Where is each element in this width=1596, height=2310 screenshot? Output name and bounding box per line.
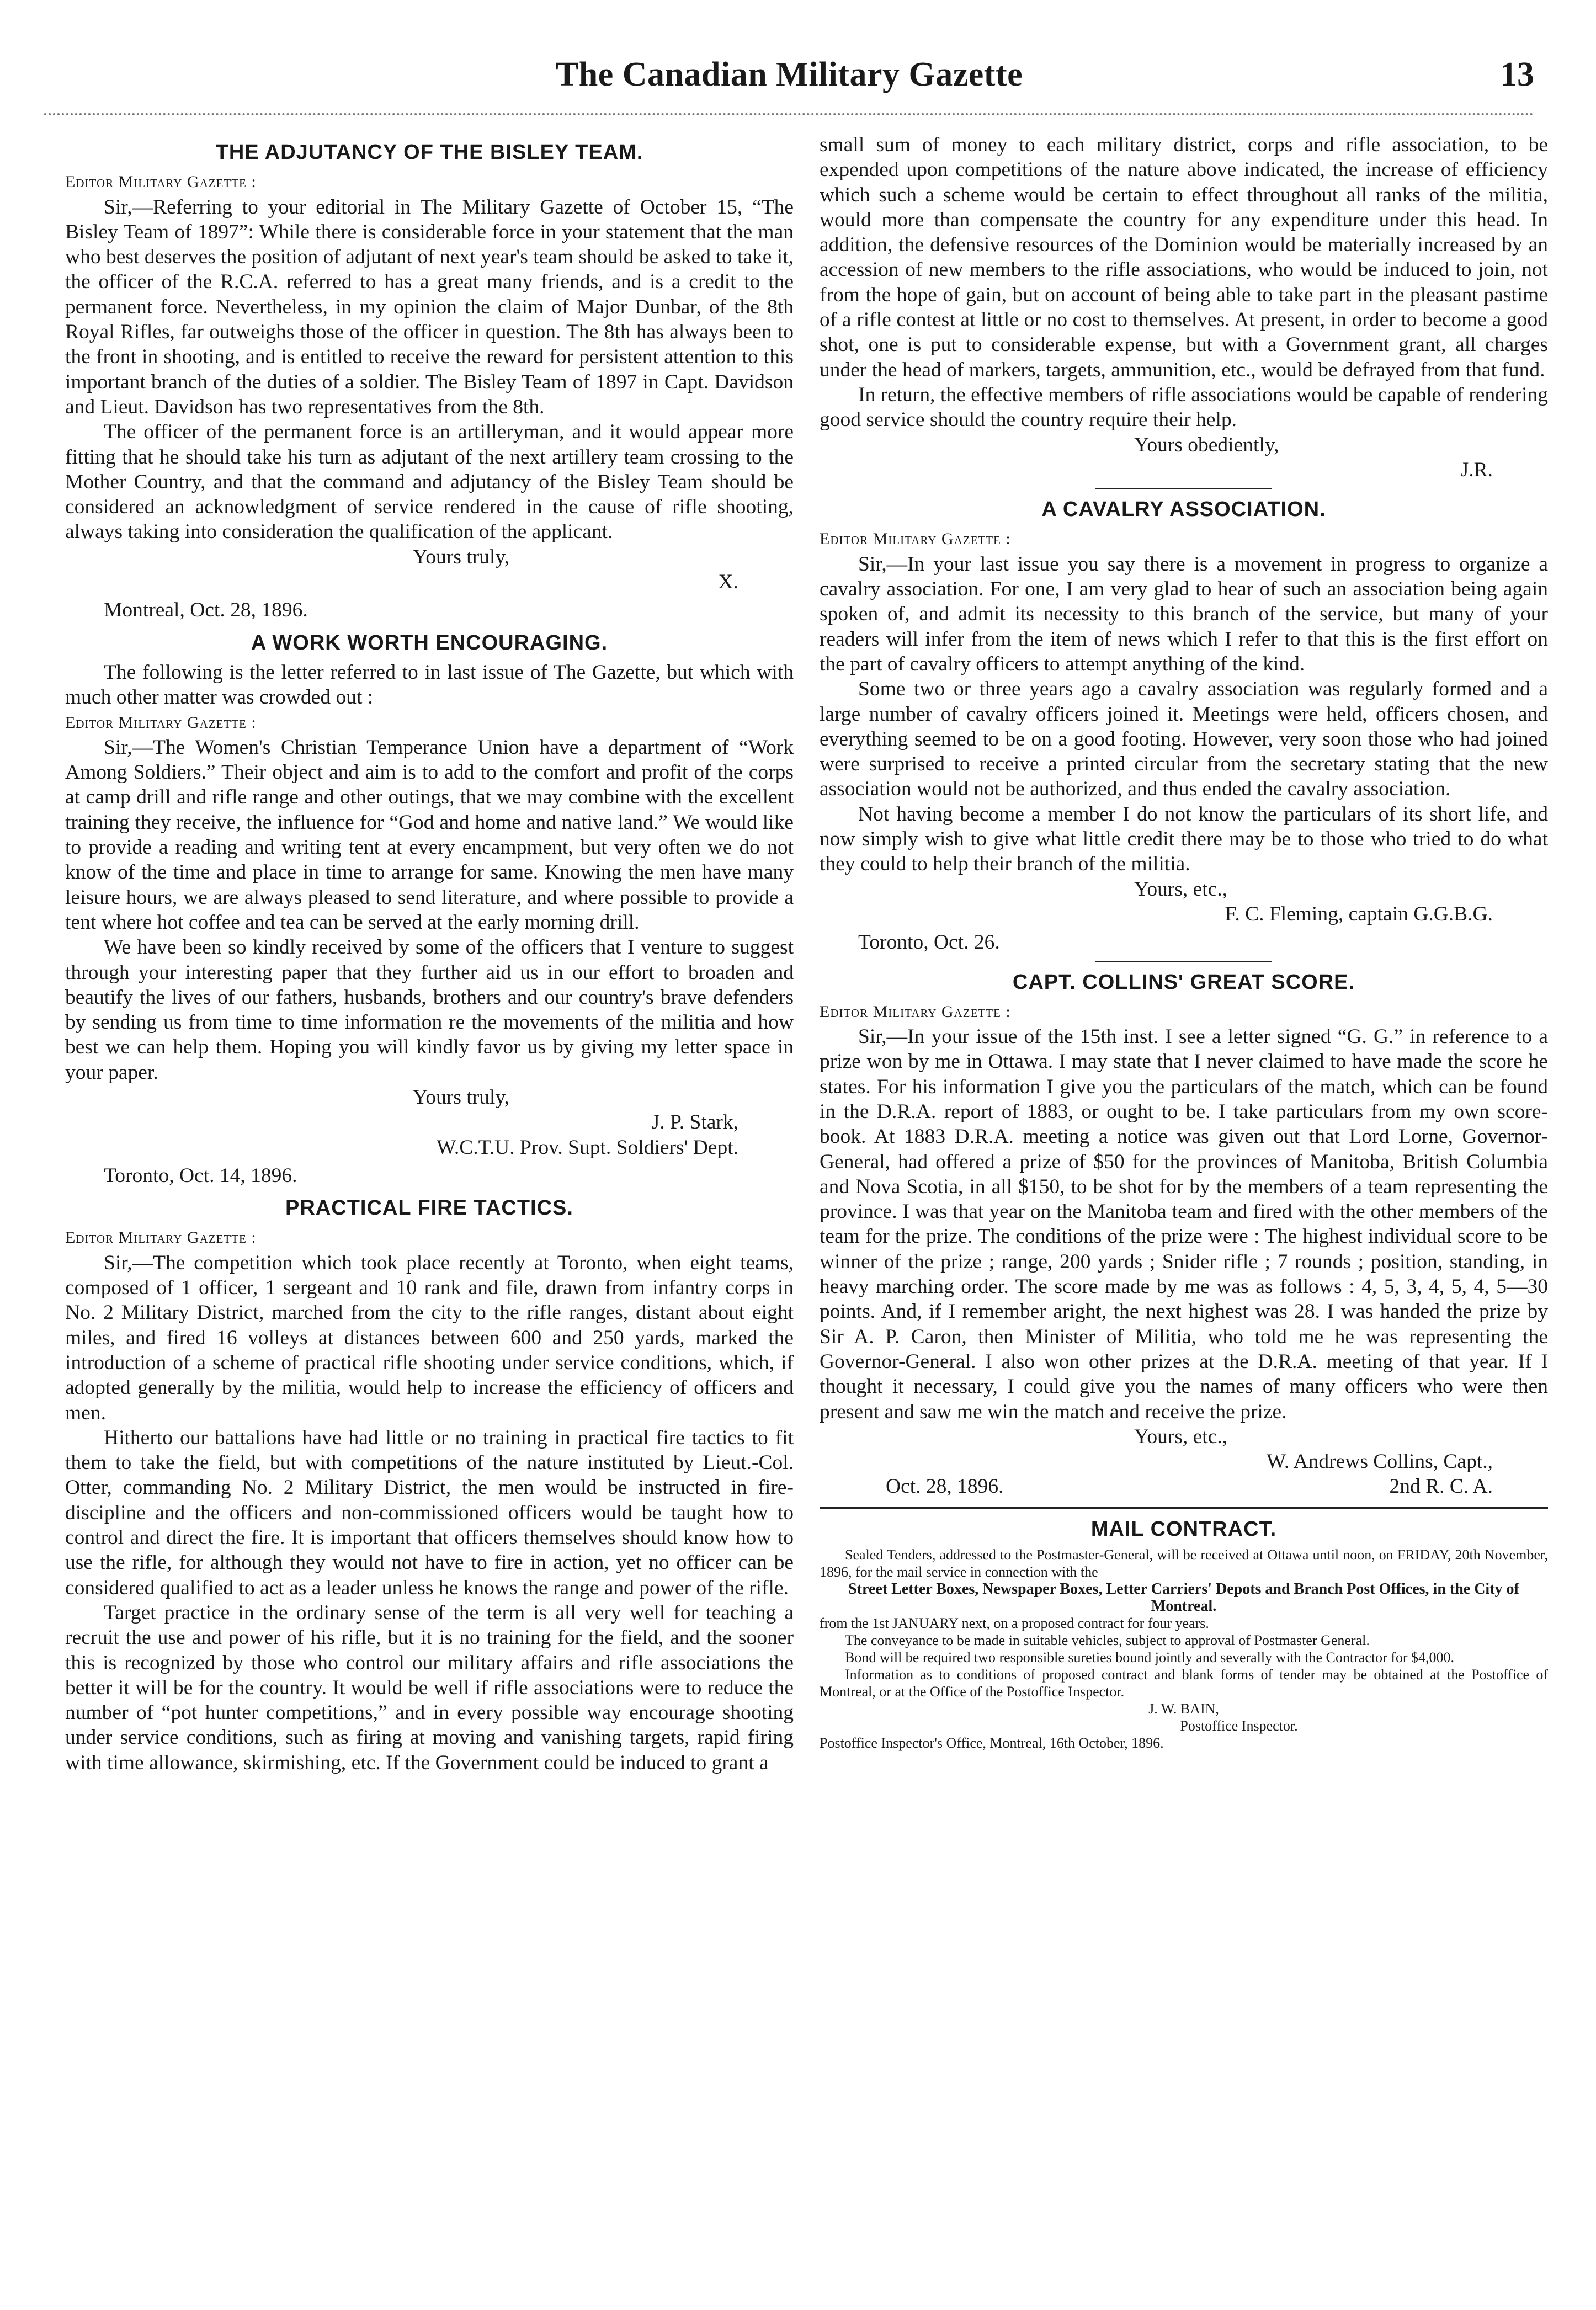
- closing: Yours, etc.,: [1134, 877, 1228, 901]
- article-paragraph: Not having become a member I do not know the particulars of its short life, and now simply wish to give what little credit there may be to those who tried to do what they could to help their branch of the militia.: [820, 802, 1548, 876]
- notice-signer: J. W. BAIN,: [1148, 1701, 1219, 1717]
- signature-block: [820, 877, 1548, 927]
- signer-unit: 2nd R. C. A.: [1389, 1475, 1493, 1498]
- dateline: Montreal, Oct. 28, 1896.: [104, 599, 308, 622]
- notice-footer: Postoffice Inspector's Office, Montreal, 16th October, 1896.: [820, 1735, 1164, 1752]
- section-divider: [820, 1507, 1548, 1509]
- article-intro: The following is the letter referred to in last issue of The Gazette, but which with much other matter was crowded out :: [65, 661, 794, 709]
- article-paragraph: Sir,—The competition which took place recently at Toronto, when eight teams, composed of 1 officer, 1 sergeant and 10 rank and file, drawn from infantry corps in No. 2 Military District, marched from the city to the rifle ranges, distant about eight miles, and fired 16 volleys at distances between 600 and 250 yards, marked the introduction of a scheme of practical rifle shooting under service conditions, which, if adopted generally by the militia, would help to increase the efficiency of officers and men.: [65, 1251, 794, 1424]
- notice-paragraph: Bond will be required two responsible sureties bound jointly and severally with the Contractor for $4,000.: [845, 1649, 1455, 1666]
- article-heading-fire-tactics: PRACTICAL FIRE TACTICS.: [285, 1196, 573, 1220]
- article-paragraph: Target practice in the ordinary sense of the term is all very well for teaching a recruit the use and power of his rifle, but it is no training for the field, and the sooner this is recognized by those who control our military affairs and rifle associations the better it will be for the country. It would be well if rifle associations were to reduce the number of “pot hunter competitions,” and in every possible way encourage shooting under service conditions, such as firing at moving and vanishing targets, rapid firing with time allowance, skirmishing, etc. If the Government could be induced to grant a: [65, 1601, 794, 1774]
- signature-block: [65, 545, 794, 595]
- article-paragraph: We have been so kindly received by some of the officers that I venture to suggest through your interesting paper that they further aid us in our effort to broaden and beautify the lives of our fathers, husbands, brothers and our country's brave defenders by sending us from time to time information re the movements of the militia and how best we can help them. Hoping you will kindly favor us by giving my letter space in your paper.: [65, 936, 794, 1084]
- editor-salutation: Editor Military Gazette :: [820, 530, 1011, 549]
- signer-title: W.C.T.U. Prov. Supt. Soldiers' Dept.: [436, 1136, 738, 1159]
- notice-paragraph: Information as to conditions of proposed contract and blank forms of tender may be obtained at the Postoffice of Montreal, or at the Office of the Postoffice Inspector.: [820, 1667, 1548, 1700]
- article-paragraph: The officer of the permanent force is an artilleryman, and it would appear more fitting that he should take his turn as adjutant of the next artillery team crossing to the Mother Country, and that the command and adjutancy of the Bisley Team should be considered an acknowledgment of service rendered in the cause of rifle shooting, always taking into consideration the qualification of the applicant.: [65, 421, 794, 544]
- editor-salutation: Editor Military Gazette :: [65, 1228, 257, 1247]
- header-rule: [44, 113, 1534, 115]
- date-and-unit: [820, 1474, 1548, 1499]
- notice-paragraph: The conveyance to be made in suitable vehicles, subject to approval of Postmaster General.: [845, 1632, 1370, 1649]
- article-heading-collins: CAPT. COLLINS' GREAT SCORE.: [1012, 970, 1355, 994]
- article-continuation: small sum of money to each military district, corps and rifle association, to be expended upon competitions of the nature above indicated, the increase of efficiency which such a scheme would be certain to effect throughout all ranks of the militia, would more than compensate the country for any expenditure under this head. In addition, the defensive resources of the Dominion would be materially increased by an accession of new members to the rifle associations, who would be induced to join, not from the hope of gain, but on account of being able to take part in the pleasant pastime of a rifle contest at little or no cost to themselves. At present, in order to become a good shot, one is put to considerable expense, but with a Government grant, all charges under the head of markers, targets, ammunition, etc., would be defrayed from that fund.: [820, 134, 1548, 381]
- signer: J.R.: [1460, 458, 1493, 481]
- right-column: [820, 132, 1548, 1752]
- masthead: [44, 55, 1534, 105]
- article-paragraph: Sir,—Referring to your editorial in The Military Gazette of October 15, “The Bisley Team of 1897”: While there is considerable force in your statement that the man who best deserves the position of adjutant of next year's team should be asked to take it, the officer of the R.C.A. referred to has a great many friends, and is a credit to the permanent force. Nevertheless, in my opinion the claim of Major Dunbar, of the 8th Royal Rifles, far outweighs those of the officer in question. The 8th has always been to the front in shooting, and is entitled to receive the reward for persistent attention to this important branch of the duties of a soldier. The Bisley Team of 1897 in Capt. Davidson and Lieut. Davidson has two representatives from the 8th.: [65, 195, 794, 418]
- closing: Yours truly,: [413, 545, 510, 568]
- signer: J. P. Stark,: [651, 1111, 738, 1134]
- editor-salutation: Editor Military Gazette :: [65, 173, 257, 191]
- section-divider: [1095, 488, 1272, 489]
- editor-salutation: Editor Military Gazette :: [820, 1002, 1011, 1021]
- dateline: Toronto, Oct. 26.: [858, 931, 1000, 954]
- signature-block: [820, 433, 1548, 483]
- article-heading-cavalry: A CAVALRY ASSOCIATION.: [1041, 498, 1326, 521]
- article-heading-bisley: THE ADJUTANCY OF THE BISLEY TEAM.: [215, 141, 643, 164]
- article-paragraph: Sir,—In your last issue you say there is a movement in progress to organize a cavalry association. For one, I am very glad to hear of such an association being again spoken of, and admit its necessity to this branch of the service, but many of your readers will infer from the item of news which I refer to that this is the first effort on the part of cavalry officers to attempt anything of the kind.: [820, 552, 1548, 675]
- article-paragraph: Hitherto our battalions have had little or no training in practical fire tactics to fit them to take the field, but with competitions of the nature instituted by Lieut.-Col. Otter, commanding No. 2 Military District, the men would be instructed in fire-discipline and the officers and non-commissioned officers would be taught how to control and direct the fire. It is important that officers themselves should know how to use the rifle, for although they would not have to fire in action, yet no officer can be considered qualified to act as a leader unless he knows the range and power of the rifle.: [65, 1426, 794, 1599]
- dateline: Oct. 28, 1896.: [886, 1475, 1004, 1498]
- article-paragraph: Some two or three years ago a cavalry association was regularly formed and a large number of cavalry officers joined it. Meetings were held, officers chosen, and everything seemed to be on a good footing. However, very soon those who had joined were surprised to receive a printed circular from the secretary stating that the new association would not be authorized, and thus ended the cavalry association.: [820, 678, 1548, 801]
- signer: X.: [718, 571, 738, 594]
- article-paragraph: Sir,—The Women's Christian Temperance Union have a department of “Work Among Soldiers.” Their object and aim is to add to the comfort and profit of the corps at camp drill and rifle range and other outings, that we may combine with the excellent training they receive, the influence for “God and home and native land.” We would like to provide a reading and writing tent at every encampment, but very often we do not know of the time and place in time to arrange for same. Knowing the men have many leisure hours, we are always pleased to send literature, and where possible to provide a tent where hot coffee and tea can be served at the early morning drill.: [65, 736, 794, 934]
- signer: W. Andrews Collins, Capt.,: [1266, 1450, 1493, 1473]
- signature-block: [820, 1424, 1548, 1475]
- section-divider: [1095, 961, 1272, 962]
- left-column: [65, 132, 794, 1775]
- advert-heading-mail-contract: MAIL CONTRACT.: [1090, 1517, 1277, 1541]
- notice-paragraph: Sealed Tenders, addressed to the Postmaster-General, will be received at Ottawa until noon, on FRIDAY, 20th November, 1896, for the mail service in connection with the: [820, 1547, 1548, 1580]
- notice-bold-line: Street Letter Boxes, Newspaper Boxes, Letter Carriers' Depots and Branch Post Offices, in the City of Montreal.: [848, 1580, 1519, 1615]
- article-heading-work: A WORK WORTH ENCOURAGING.: [251, 631, 608, 654]
- mail-contract-notice: [820, 1546, 1548, 1752]
- newspaper-title: The Canadian Military Gazette: [555, 56, 1023, 93]
- signer: F. C. Fleming, captain G.G.B.G.: [1225, 902, 1493, 925]
- article-paragraph: In return, the effective members of rifle associations would be capable of rendering good service should the country require their help.: [820, 383, 1548, 432]
- page-number: 13: [1500, 56, 1534, 93]
- dateline: Toronto, Oct. 14, 1896.: [104, 1164, 297, 1187]
- editor-salutation: Editor Military Gazette :: [65, 713, 257, 732]
- closing: Yours obediently,: [1134, 433, 1279, 456]
- notice-paragraph: from the 1st JANUARY next, on a proposed contract for four years.: [820, 1615, 1209, 1632]
- notice-signer-title: Postoffice Inspector.: [1180, 1718, 1298, 1734]
- article-paragraph: Sir,—In your issue of the 15th inst. I see a letter signed “G. G.” in reference to a prize won by me in Ottawa. I may state that I never claimed to have made the score he states. For his information I give you the particulars of the match, which can be found in the D.R.A. report of 1883, or ought to be. I take particulars from my own score-book. At 1883 D.R.A. meeting a notice was given out that Lord Lorne, Governor-General, had offered a prize of $50 for the provinces of Manitoba, British Columbia and Nova Scotia, in all $150, to be shot for by the members of a team representing the province. I was that year on the Manitoba team and fired with the other members of the team for the prize. The conditions of the prize were : The highest individual score to be winner of the prize ; range, 200 yards ; Snider rifle ; 7 rounds ; position, standing, in heavy marching order. The score made by me was as follows : 4, 5, 3, 4, 5, 4, 5—30 points. And, if I remember aright, the next highest was 28. I was handed the prize by Sir A. P. Caron, then Minister of Militia, who told me he was representing the Governor-General. I also won other prizes at the D.R.A. meeting of that year. If I thought it necessary, I could give you the names of many officers who were then present and saw me win the match and receive the prize.: [820, 1025, 1548, 1423]
- closing: Yours truly,: [413, 1085, 510, 1109]
- signature-block: [65, 1085, 794, 1160]
- closing: Yours, etc.,: [1134, 1425, 1228, 1448]
